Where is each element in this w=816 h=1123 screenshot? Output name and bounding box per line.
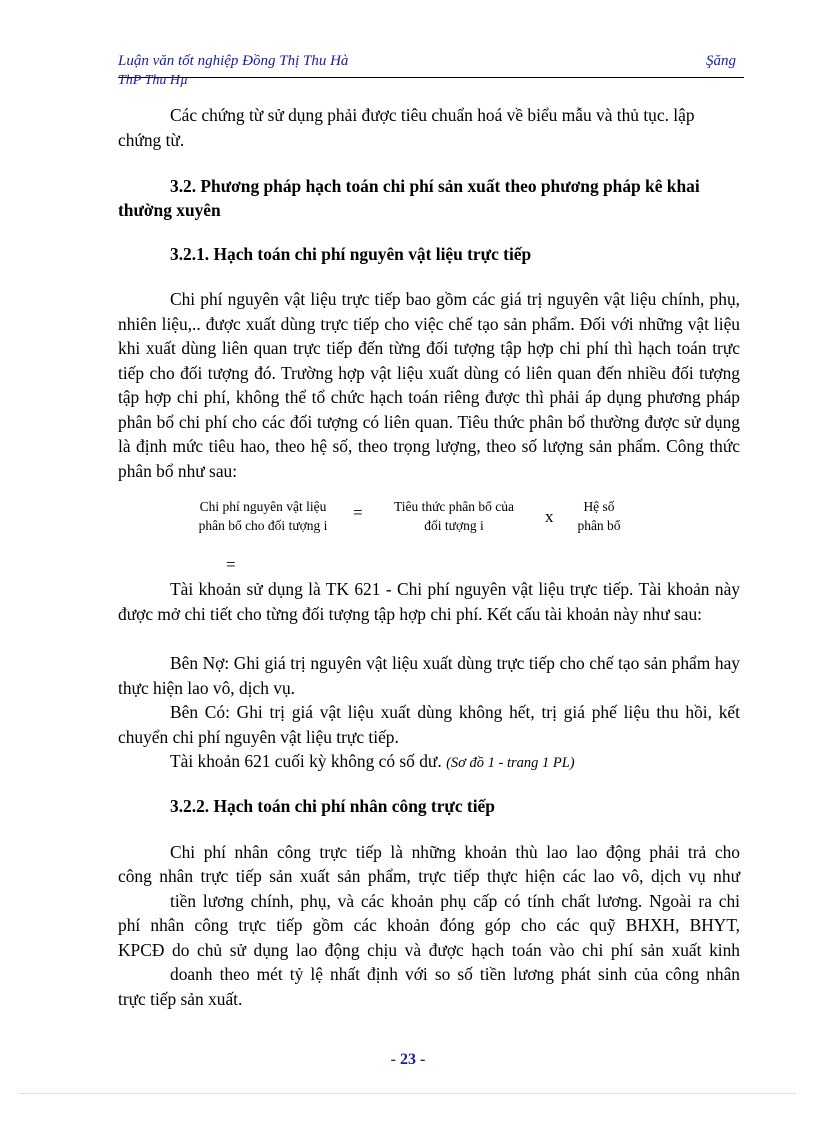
page-bottom-divider xyxy=(20,1093,796,1094)
intro-line-1: Các chứng từ sử dụng phải được tiêu chuẩn hoá về biểu mẫu và thủ tục. lập xyxy=(170,105,695,125)
formula-stray-equals: = xyxy=(226,555,236,574)
paragraph-credit-side: Bên Có: Ghi trị giá vật liệu xuất dùng không hết, trị giá phế liệu thu hồi, kết chuyển chi phí nguyên vật liệu trực tiếp. xyxy=(118,702,740,747)
section-3-2-heading-cont: thường xuyên xyxy=(118,200,221,220)
paragraph-no-balance xyxy=(170,749,575,776)
formula-equals: = xyxy=(353,503,363,522)
formula-rhs-line-2: phân bổ xyxy=(577,518,621,533)
labor-line-5: KPCĐ do chủ sử dụng lao động chịu và được hạch toán vào chi phí sản xuất kinh xyxy=(118,940,740,960)
labor-line-1: Chi phí nhân công trực tiếp là những khoản thù lao lao động phải trả cho xyxy=(170,842,740,862)
formula-lhs-line-1: Chi phí nguyên vật liệu xyxy=(199,499,327,514)
section-3-2-2-heading: 3.2.2. Hạch toán chi phí nhân công trực tiếp xyxy=(170,796,495,816)
section-3-2-1-heading: 3.2.1. Hạch toán chi phí nguyên vật liệu trực tiếp xyxy=(170,244,532,264)
formula-mid-line-2: đối tượng i xyxy=(424,518,484,533)
labor-line-4: phí nhân công trực tiếp gồm các khoản đóng góp cho các quỹ BHXH, BHYT, xyxy=(118,915,740,935)
labor-line-7: trực tiếp sản xuất. xyxy=(118,989,243,1009)
formula-mid-line-1: Tiêu thức phân bổ của xyxy=(393,499,515,514)
header-title: Luận văn tốt nghiệp Đồng Thị Thu Hà xyxy=(118,53,349,69)
intro-line-2: chứng từ. xyxy=(118,130,185,150)
page-number: - 23 - xyxy=(390,1051,426,1068)
formula-rhs-line-1: Hệ số xyxy=(583,499,615,514)
formula-times: x xyxy=(545,507,554,526)
section-3-2-heading: 3.2. Phương pháp hạch toán chi phí sản xuất theo phương pháp kê khai xyxy=(170,176,700,196)
header-subtitle: ThP Thu Hµ xyxy=(118,73,189,88)
labor-line-6: doanh theo mét tỷ lệ nhất định với so số tiền lương phát sinh của công nhân xyxy=(170,964,740,984)
paragraph-account-621: Tài khoản sử dụng là TK 621 - Chi phí nguyên vật liệu trực tiếp. Tài khoản này được mở chi tiết cho từng đối tượng tập hợp chi phí. Kết cấu tài khoản này như sau: xyxy=(118,579,740,624)
header-right: Şăng xyxy=(706,53,736,69)
formula-lhs-line-2: phân bổ cho đối tượng i xyxy=(198,518,328,533)
labor-line-3: tiền lương chính, phụ, và các khoản phụ cấp có tính chất lương. Ngoài ra chi xyxy=(170,891,740,911)
paragraph-debit-side: Bên Nợ: Ghi giá trị nguyên vật liệu xuất dùng trực tiếp cho chế tạo sản phẩm hay thực hiện lao vô, dịch vụ. xyxy=(118,653,740,698)
diagram-reference: (Sơ đồ 1 - trang 1 PL) xyxy=(446,755,575,771)
no-balance-text: Tài khoản 621 cuối kỳ không có số dư. xyxy=(170,751,442,771)
labor-line-2: công nhân trực tiếp sản xuất sản phẩm, trực tiếp thực hiện các lao vô, dịch vụ như xyxy=(118,866,740,886)
paragraph-material-cost: Chi phí nguyên vật liệu trực tiếp bao gồm các giá trị nguyên vật liệu chính, phụ, nhiên liệu,.. được xuất dùng trực tiếp cho việc chế tạo sản phẩm. Đối với những vật liệu khi xuất dùng liên quan trực tiếp đến từng đối tượng tập hợp chi phí thì hạch toán trực tiếp cho đối tượng đó. Trường hợp vật liệu xuất dùng có liên quan đến nhiều đối tượng tập hợp chi phí, không thể tổ chức hạch toán riêng được thì phải áp dụng phương pháp phân bổ chi phí cho các đối tượng có liên quan. Tiêu thức phân bổ thường được sử dụng là định mức tiêu hao, theo hệ số, theo trọng lượng, theo số lượng sản phẩm. Công thức phân bổ như sau: xyxy=(118,289,740,481)
header-rule xyxy=(118,77,744,78)
